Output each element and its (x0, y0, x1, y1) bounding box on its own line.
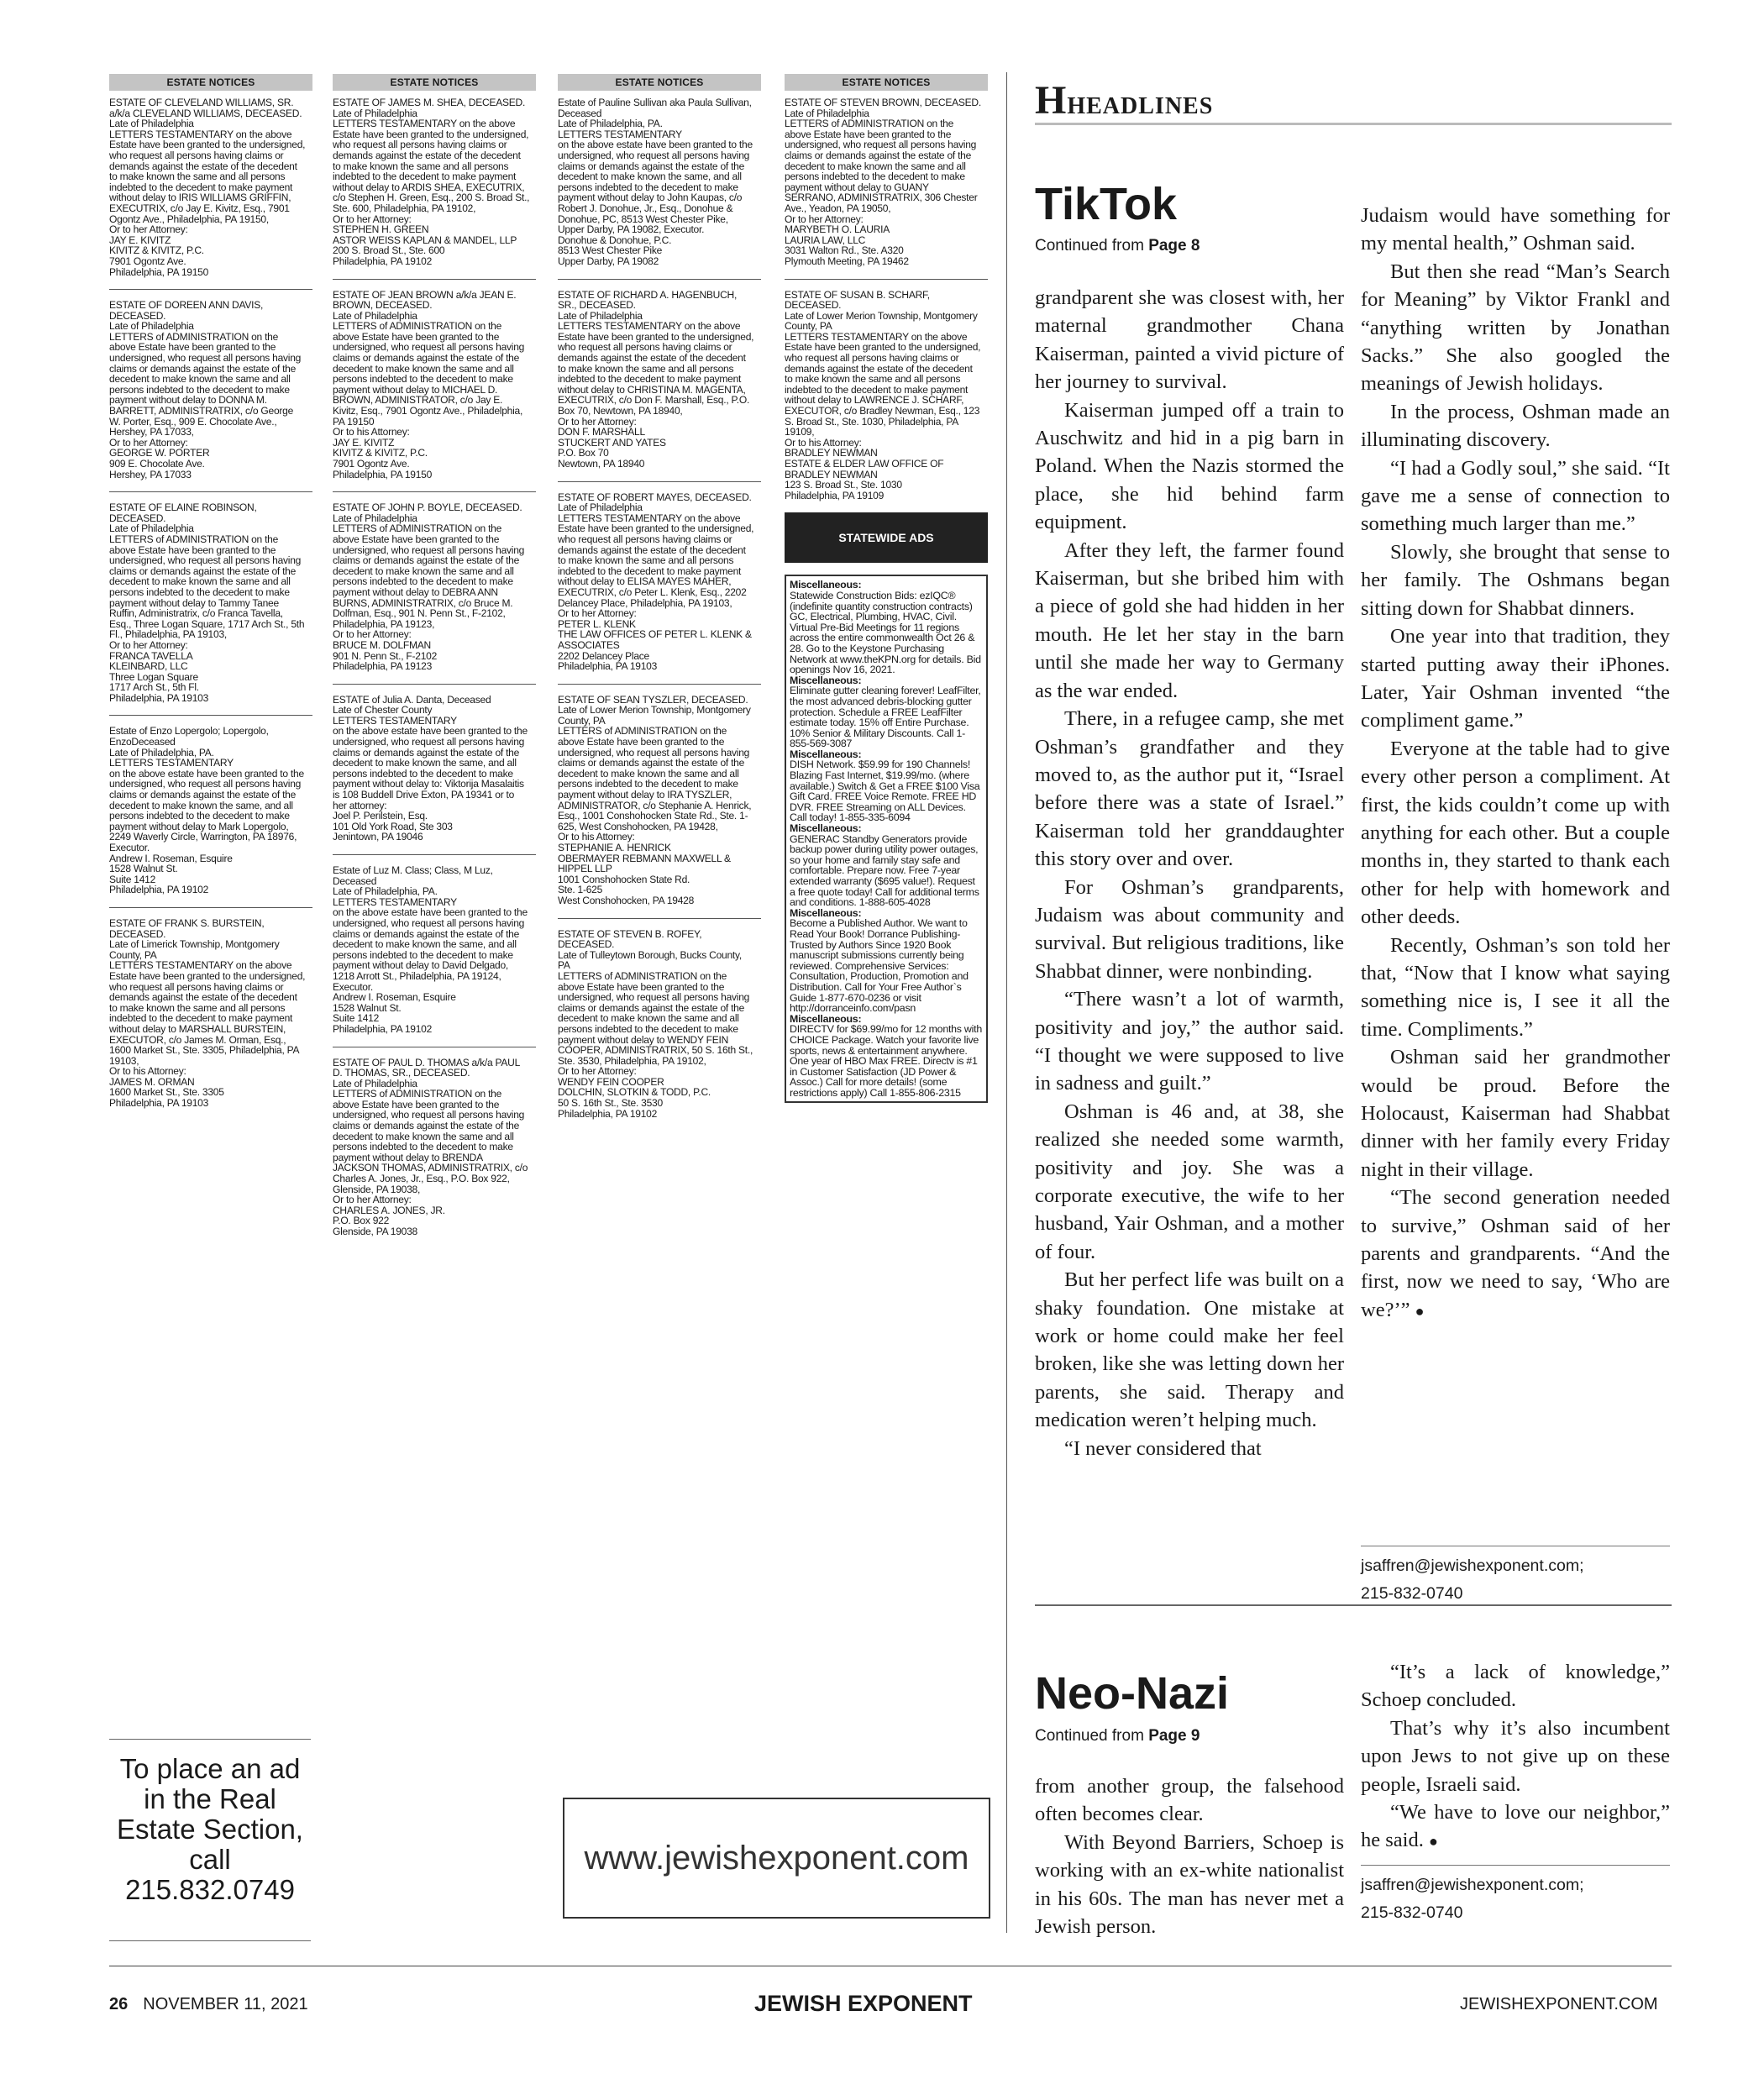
site-url[interactable]: JEWISHEXPONENT.COM (1460, 1995, 1658, 2013)
publication-name: JEWISH EXPONENT (754, 1991, 973, 2016)
paragraph: Judaism would have something for my mental health,” Oshman said. (1361, 204, 1670, 255)
contact-phone: 215-832-0740 (1361, 1903, 1463, 1922)
end-mark-icon: ● (1415, 1302, 1425, 1320)
section-title: Hheadlines (1035, 78, 1214, 123)
continued-from (1035, 1727, 1200, 1746)
paragraph: There, in a refugee camp, she met Oshman’s grandfather and they moved to, as the author put it, “Israel before there was a state of Israel.” Kaiserman told her granddaughter this story over and over. (1035, 707, 1344, 871)
ad-label: Miscellaneous: (790, 906, 862, 919)
story-column (1361, 1658, 1670, 1856)
estate-notice: ESTATE of Julia A. Danta, Deceased Late of Chester County LETTERS TESTAMENTARY on the above estate have been granted to the undersigned, who request all persons having claims or demands against the estate of the decedent to make known the same, and all persons indebted to the decedent to make payment without delay to: Viktorija Masalaitis is 108 Buddell Drive Exton, PA 19341 or to her attorney: Joel P. Perilstein, Esq. 101 Old York Road, Ste 303 Jenintown, PA 19046 (333, 693, 528, 843)
divider (333, 684, 536, 685)
section-title-text: headlines (1067, 83, 1214, 121)
continued-page-link[interactable]: Page 9 (1148, 1727, 1200, 1745)
divider (785, 279, 988, 280)
ad-text: Statewide Construction Bids: ezIQC® (indefinite quantity construction contracts) GC, Electrical, Plumbing, HVAC, Civil. Virtual Pre-Bid Meetings for 11 regions across the entire commonwealth Oct 26 & 28. Go to the Keystone Purchasing Network at www.theKPN.org for details. Bid openings Nov 16, 2021. (790, 589, 981, 676)
contact-phone: 215-832-0740 (1361, 1584, 1463, 1603)
issue-date: NOVEMBER 11, 2021 (143, 1995, 308, 2013)
divider (558, 279, 761, 280)
continued-prefix: Continued from (1035, 237, 1149, 255)
paragraph: from another group, the falsehood often becomes clear. (1035, 1775, 1344, 1826)
paragraph: In the process, Oshman made an illuminating discovery. (1361, 400, 1670, 452)
paragraph: “I had a Godly soul,” she said. “It gave me a sense of connection to something much larger than me.” (1361, 456, 1670, 536)
paragraph: Oshman said her grandmother would be proud. Before the Holocaust, Kaiserman had Shabbat dinner with her family every Friday night in their village. (1361, 1046, 1670, 1181)
estate-notice: ESTATE OF RICHARD A. HAGENBUCH, SR., DECEASED. Late of Philadelphia LETTERS TESTAMENTARY on the above Estate have been granted to the undersigned, who request all persons having claims or demands against the estate of the decedent to make known the same and all persons indebted to the decedent to make payment without delay to CHRISTINA M. MAGENTA, EXECUTRIX, c/o Don F. Marshall, Esq., P.O. Box 70, Newtown, PA 18940, Or to her Attorney: DON F. MARSHALL STUCKERT AND YATES P.O. Box 70 Newtown, PA 18940 (558, 288, 754, 470)
paragraph: Everyone at the table had to give every other person a compliment. At first, the kids couldn’t come up with anything for each other. But a couple months in, they started to thank each other for help with homework and other deeds. (1361, 737, 1670, 929)
paragraph (1361, 1184, 1670, 1326)
estate-notice: Estate of Luz M. Class; Class, M Luz, Deceased Late of Philadelphia, PA. LETTERS TESTAMENTARY on the above estate have been granted to the undersigned, who request all persons having claims or demands against the estate of the decedent to make known the same, and all persons indebted to the decedent to make payment without delay to David Delgado, 1218 Arrott St., Philadelphia, PA 19124, Executor. Andrew I. Roseman, Esquire 1528 Walnut St. Suite 1412 Philadelphia, PA 19102 (333, 864, 528, 1035)
ad-label: Miscellaneous: (790, 579, 862, 591)
paragraph: But her perfect life was built on a shaky foundation. One mistake at work or home could make her feel broken, like she was letting down her parents, she said. Therapy and medication weren’t helping much. (1035, 1268, 1344, 1432)
classified-ad (790, 580, 983, 675)
paragraph-text: “The second generation needed to survive,” Oshman said of her parents and grandparents. “And the first, now we need to say, ‘Who are we?’” (1361, 1186, 1670, 1321)
divider (558, 684, 761, 685)
paragraph: “I never considered that (1064, 1436, 1262, 1460)
story-title-tiktok: TikTok (1035, 179, 1178, 229)
paragraph: Kaiserman jumped off a train to Auschwitz and hid in a pig barn in Poland. When the Nazis stormed the place, she hid behind farm equipment. (1035, 398, 1344, 534)
footer-left (109, 1995, 308, 2014)
divider (1361, 1865, 1670, 1866)
divider (109, 1940, 311, 1941)
column-divider (1006, 72, 1007, 1933)
divider (109, 289, 312, 290)
paragraph: “There wasn’t a lot of warmth, positivity and joy,” the author said. “I thought we were supposed to live in sadness and guilt.” (1035, 988, 1344, 1095)
estate-notice: ESTATE OF SEAN TYSZLER, DECEASED. Late of Lower Merion Township, Montgomery County, PA LETTERS of ADMINISTRATION on the above Estate have been granted to the undersigned, who request all persons having claims or demands against the estate of the decedent to make known the same and all persons indebted to the decedent to make payment without delay to IRA TYSZLER, ADMINISTRATOR, c/o Stephanie A. Henrick, Esq., 1001 Conshohocken State Rd., Ste. 1-625, West Conshohocken, PA 19428, Or to his Attorney: STEPHANIE A. HENRICK OBERMAYER REBMANN MAXWELL & HIPPEL LLP 1001 Conshohocken State Rd. Ste. 1-625 West Conshohocken, PA 19428 (558, 693, 752, 906)
classified-ads-box (785, 575, 988, 1103)
divider (558, 481, 761, 482)
story-column (1361, 202, 1670, 1326)
paragraph: grandparent she was closest with, her maternal grandmother Chana Kaiserman, painted a vivid picture of her journey to survival. (1035, 286, 1344, 394)
classified-ad (790, 1014, 983, 1099)
ad-label: Miscellaneous: (790, 1012, 862, 1025)
notices-column-3 (558, 74, 761, 1119)
paragraph: Recently, Oshman’s son told her that, “Now that I know what saying something nice is, I see it all the time. Compliments.” (1361, 933, 1670, 1041)
section-divider (1035, 1604, 1672, 1606)
estate-notice: ESTATE OF JAMES M. SHEA, DECEASED. Late of Philadelphia LETTERS TESTAMENTARY on the above Estate have been granted to the undersigned, who request all persons having claims or demands against the estate of the decedent to make known the same and all persons indebted to the decedent to make payment without delay to ARDIS SHEA, EXECUTRIX, c/o Stephen H. Green, Esq., 200 S. Broad St., Ste. 600, Philadelphia, PA 19102, Or to her Attorney: STEPHEN H. GREEN ASTOR WEISS KAPLAN & MANDEL, LLP 200 S. Broad St., Ste. 600 Philadelphia, PA 19102 (333, 97, 530, 267)
paragraph-text: “We have to love our neighbor,” he said. (1361, 1801, 1670, 1852)
statewide-ads-header: STATEWIDE ADS (785, 512, 988, 563)
ad-label: Miscellaneous: (790, 674, 862, 686)
paragraph: That’s why it’s also incumbent upon Jews to not give up on these people, Israeli said. (1361, 1716, 1670, 1796)
divider (1035, 123, 1672, 125)
contact-info (1361, 1872, 1584, 1927)
column-header: ESTATE NOTICES (785, 74, 988, 91)
paragraph: For Oshman’s grandparents, Judaism was about community and survival. But religious traditions, like Shabbat dinner, were nonbinding. (1035, 875, 1344, 983)
ad-text: Become a Published Author. We want to Read Your Book! Dorrance Publishing-Trusted by Authors Since 1920 Book manuscript submissions currently being reviewed. Comprehensive Services: Consultation, Production, Promotion and Distribution. Call for Your Free Author`s Guide 1-877-670-0236 or visit http://dorranceinfo.com/pasn (790, 917, 969, 1015)
column-header: ESTATE NOTICES (558, 74, 761, 91)
classified-ad (790, 908, 983, 1014)
estate-notice: ESTATE OF PAUL D. THOMAS a/k/a PAUL D. THOMAS, SR., DECEASED. Late of Philadelphia LETTERS of ADMINISTRATION on the above Estate have been granted to the undersigned, who request all persons having claims or demands against the estate of the decedent to make known the same and all persons indebted to the decedent to make payment without delay to BRENDA JACKSON THOMAS, ADMINISTRATRIX, c/o Charles A. Jones, Jr., Esq., P.O. Box 922, Glenside, PA 19038, Or to her Attorney: CHARLES A. JONES, JR. P.O. Box 922 Glenside, PA 19038 (333, 1056, 528, 1237)
estate-notice: ESTATE OF JEAN BROWN a/k/a JEAN E. BROWN, DECEASED. Late of Philadelphia LETTERS of ADMINISTRATION on the above Estate have been granted to the undersigned, who request all persons having claims or demands against the estate of the decedent to make known the same and all persons indebted to the decedent to make payment without delay to MICHAEL D. BROWN, ADMINISTRATOR, c/o Jay E. Kivitz, Esq., 7901 Ogontz Ave., Philadelphia, PA 19150 Or to his Attorney: JAY E. KIVITZ KIVITZ & KIVITZ, P.C. 7901 Ogontz Ave. Philadelphia, PA 19150 (333, 288, 525, 480)
continued-from (1035, 237, 1200, 255)
classified-ad (790, 675, 983, 749)
divider (333, 279, 536, 280)
estate-notice: ESTATE OF STEVEN BROWN, DECEASED. Late of Philadelphia LETTERS of ADMINISTRATION on the above Estate have been granted to the undersigned, who request all persons having claims or demands against the estate of the decedent to make known the same and all persons indebted to the decedent to make payment without delay to GUANY SERRANO, ADMINISTRATRIX, 306 Chester Ave., Yeadon, PA 19050, Or to her Attorney: MARYBETH O. LAURIA LAURIA LAW, LLC 3031 Walton Rd., Ste. A320 Plymouth Meeting, PA 19462 (785, 97, 981, 267)
paragraph: But then she read “Man’s Search for Meaning” by Viktor Frankl and “anything written by Jonathan Sacks.” She also googled the meanings of Jewish holidays. (1361, 260, 1670, 396)
estate-notice: ESTATE OF DOREEN ANN DAVIS, DECEASED. Late of Philadelphia LETTERS of ADMINISTRATION on the above Estate have been granted to the undersigned, who request all persons having claims or demands against the estate of the decedent to make known the same and all persons indebted to the decedent to make payment without delay to DONNA M. BARRETT, ADMINISTRATRIX, c/o George W. Porter, Esq., 909 E. Chocolate Ave., Hershey, PA 17033, Or to her Attorney: GEORGE W. PORTER 909 E. Chocolate Ave. Hershey, PA 17033 (109, 299, 302, 480)
estate-notice: ESTATE OF SUSAN B. SCHARF, DECEASED. Late of Lower Merion Township, Montgomery County, PA LETTERS TESTAMENTARY on the above Estate have been granted to the undersigned, who request all persons having claims or demands against the estate of the decedent to make known the same and all persons indebted to the decedent to make payment without delay to LAWRENCE J. SCHARF, EXECUTOR, c/o Bradley Newman, Esq., 123 S. Broad St., Ste. 1030, Philadelphia, PA 19109, Or to his Attorney: BRADLEY NEWMAN ESTATE & ELDER LAW OFFICE OF BRADLEY NEWMAN 123 S. Broad St., Ste. 1030 Philadelphia, PA 19109 (785, 288, 981, 501)
estate-notice: ESTATE OF JOHN P. BOYLE, DECEASED. Late of Philadelphia LETTERS of ADMINISTRATION on the above Estate have been granted to the undersigned, who request all persons having claims or demands against the estate of the decedent to make known the same and all persons indebted to the decedent to make payment without delay to DEBRA ANN BURNS, ADMINISTRATRIX, c/o Bruce M. Dolfman, Esq., 901 N. Penn St., F-2102, Philadelphia, PA 19123, Or to her Attorney: BRUCE M. DOLFMAN 901 N. Penn St., F-2102 Philadelphia, PA 19123 (333, 501, 525, 673)
website-url-box[interactable]: www.jewishexponent.com (563, 1798, 990, 1919)
end-mark-icon: ● (1428, 1833, 1438, 1851)
notices-column-4 (785, 74, 988, 1103)
ad-label: Miscellaneous: (790, 822, 862, 835)
ad-text: DISH Network. $59.99 for 190 Channels! Blazing Fast Internet, $19.99/mo. (where available.) Switch & Get a FREE $100 Visa Gift Card. FREE Voice Remote. FREE HD DVR. FREE Streaming on ALL Devices. Call today! 1-855-335-6094 (790, 759, 980, 824)
estate-notice: ESTATE OF STEVEN B. ROFEY, DECEASED. Late of Tulleytown Borough, Bucks County, PA LETTERS of ADMINISTRATION on the above Estate have been granted to the undersigned, who request all persons having claims or demands against the estate of the decedent to make known the same and all persons indebted to the decedent to make payment without delay to WENDY FEIN COOPER, ADMINISTRATRIX, 50 S. 16th St., Ste. 3530, Philadelphia, PA 19102, Or to her Attorney: WENDY FEIN COOPER DOLCHIN, SLOTKIN & TODD, P.C. 50 S. 16th St., Ste. 3530 Philadelphia, PA 19102 (558, 927, 753, 1120)
continued-prefix: Continued from (1035, 1727, 1149, 1745)
ad-text: DIRECTV for $69.99/mo for 12 months with CHOICE Package. Watch your favorite live sports, news & entertainment anywhere. One year of HBO Max FREE. Directv is #1 in Customer Satisfaction (JD Power & Assoc.) Call for more details! (some restrictions apply) Call 1-855-806-2315 (790, 1023, 982, 1099)
classified-ad (790, 749, 983, 823)
paragraph: One year into that tradition, they started putting away their iPhones. Later, Yair Oshman invented “the compliment game.” (1361, 625, 1670, 732)
estate-notice: ESTATE OF FRANK S. BURSTEIN, DECEASED. Late of Limerick Township, Montgomery County, PA LETTERS TESTAMENTARY on the above Estate have been granted to the undersigned, who request all persons having claims or demands against the estate of the decedent to make known the same and all persons indebted to the decedent to make payment without delay to MARSHALL BURSTEIN, EXECUTOR, c/o James M. Orman, Esq., 1600 Market St., Ste. 3305, Philadelphia, PA 19103, Or to his Attorney: JAMES M. ORMAN 1600 Market St., Ste. 3305 Philadelphia, PA 19103 (109, 916, 306, 1110)
divider (109, 907, 312, 908)
notices-column-1 (109, 74, 312, 1109)
paragraph: With Beyond Barriers, Schoep is working with an ex-white nationalist in his 60s. The man has never met a Jewish person. (1035, 1830, 1344, 1939)
divider (558, 918, 761, 919)
story-column (1035, 284, 1344, 1462)
paragraph: Slowly, she brought that sense to her family. The Oshmans began sitting down for Shabbat dinners. (1361, 540, 1670, 620)
story-title-neonazi: Neo-Nazi (1035, 1668, 1230, 1719)
ad-text: Eliminate gutter cleaning forever! LeafFilter, the most advanced debris-blocking gutter protection. Schedule a FREE LeafFilter estimate today. 15% off Entire Purchase. 10% Senior & Military Discounts. Call 1-855-569-3087 (790, 685, 981, 750)
contact-email[interactable]: jsaffren@jewishexponent.com; (1361, 1557, 1584, 1575)
estate-notice: ESTATE OF ROBERT MAYES, DECEASED. Late of Philadelphia LETTERS TESTAMENTARY on the above Estate have been granted to the undersigned, who request all persons having claims or demands against the estate of the decedent to make known the same and all persons indebted to the decedent to make payment without delay to ELISA MAYES MAHER, EXECUTRIX, c/o Peter L. Klenk, Esq., 2202 Delancey Place, Philadelphia, PA 19103, Or to her Attorney: PETER L. KLENK THE LAW OFFICES OF PETER L. KLENK & ASSOCIATES 2202 Delancey Place Philadelphia, PA 19103 (558, 491, 754, 673)
continued-page-link[interactable]: Page 8 (1148, 237, 1200, 255)
ad-text: GENERAC Standby Generators provide backup power during utility power outages, so your home and family stay safe and comfortable. Prepare now. Free 7-year extended warranty ($695 value!). Request a free quote today! Call for additional terms and conditions. 1-888-605-4028 (790, 832, 979, 909)
notices-column-2 (333, 74, 536, 1237)
estate-notice: ESTATE OF CLEVELAND WILLIAMS, SR. a/k/a CLEVELAND WILLIAMS, DECEASED. Late of Philadelphia LETTERS TESTAMENTARY on the above Estate have been granted to the undersigned, who request all persons having claims or demands against the estate of the decedent to make known the same and all persons indebted to the decedent to make payment without delay to IRIS WILLIAMS GRIFFIN, EXECUTRIX, c/o Jay E. Kivitz, Esq., 7901 Ogontz Ave., Philadelphia, PA 19150, Or to her Attorney: JAY E. KIVITZ KIVITZ & KIVITZ, P.C. 7901 Ogontz Ave. Philadelphia, PA 19150 (109, 97, 306, 278)
paragraph: “It’s a lack of knowledge,” Schoep concluded. (1361, 1661, 1670, 1712)
paragraph (1361, 1798, 1670, 1856)
contact-email[interactable]: jsaffren@jewishexponent.com; (1361, 1876, 1584, 1894)
divider (333, 854, 536, 855)
ad-label: Miscellaneous: (790, 748, 862, 760)
divider (109, 715, 312, 716)
page-number: 26 (109, 1995, 129, 2013)
estate-notice: Estate of Enzo Lopergolo; Lopergolo, EnzoDeceased Late of Philadelphia, PA. LETTERS TESTAMENTARY on the above estate have been granted to the undersigned, who request all persons having claims or demands against the estate of the decedent to make known the same, and all persons indebted to the decedent to make payment without delay to Mark Lopergolo, 2249 Waverly Circle, Warrington, PA 18976, Executor. Andrew I. Roseman, Esquire 1528 Walnut St. Suite 1412 Philadelphia, PA 19102 (109, 725, 304, 896)
paragraph: Oshman is 46 and, at 38, she realized she needed some warmth, positivity and joy. She was a corporate executive, the wife to her husband, Yair Oshman, and a mother of four. (1035, 1100, 1344, 1263)
column-header: ESTATE NOTICES (333, 74, 536, 91)
estate-notice: Estate of Pauline Sullivan aka Paula Sullivan, Deceased Late of Philadelphia, PA. LETTERS TESTAMENTARY on the above estate have been granted to the undersigned, who request all persons having claims or demands against the estate of the decedent to make known the same, and all persons indebted to the decedent to make payment without delay to John Kaupas, c/o Robert J. Donohue, Jr., Esq., Donohue & Donohue, PC, 8513 West Chester Pike, Upper Darby, PA 19082, Executor. Donohue & Donohue, P.C. 8513 West Chester Pike Upper Darby, PA 19082 (558, 97, 753, 267)
contact-info (1361, 1552, 1584, 1608)
divider (333, 491, 536, 492)
estate-notice: ESTATE OF ELAINE ROBINSON, DECEASED. Late of Philadelphia LETTERS of ADMINISTRATION on the above Estate have been granted to the undersigned, who request all persons having claims or demands against the estate of the decedent to make known the same and all persons indebted to the decedent to make payment without delay to Tammy Tanee Ruffin, Administratrix, c/o Franca Tavella, Esq., Three Logan Square, 1717 Arch St., 5th Fl., Philadelphia, PA 19103, Or to her Attorney: FRANCA TAVELLA KLEINBARD, LLC Three Logan Square 1717 Arch St., 5th Fl. Philadelphia, PA 19103 (109, 501, 305, 704)
place-ad-notice: To place an ad in the Real Estate Section, call 215.832.0749 (117, 1753, 303, 1905)
divider (109, 1739, 311, 1740)
column-header: ESTATE NOTICES (109, 74, 312, 91)
story-column (1035, 1772, 1344, 1940)
divider (109, 491, 312, 492)
classified-ad (790, 823, 983, 908)
paragraph: After they left, the farmer found Kaiserman, but she bribed him with a piece of gold she had hidden in her mouth. He let her stay in the barn until she made her way to Germany as the war ended. (1035, 538, 1344, 702)
